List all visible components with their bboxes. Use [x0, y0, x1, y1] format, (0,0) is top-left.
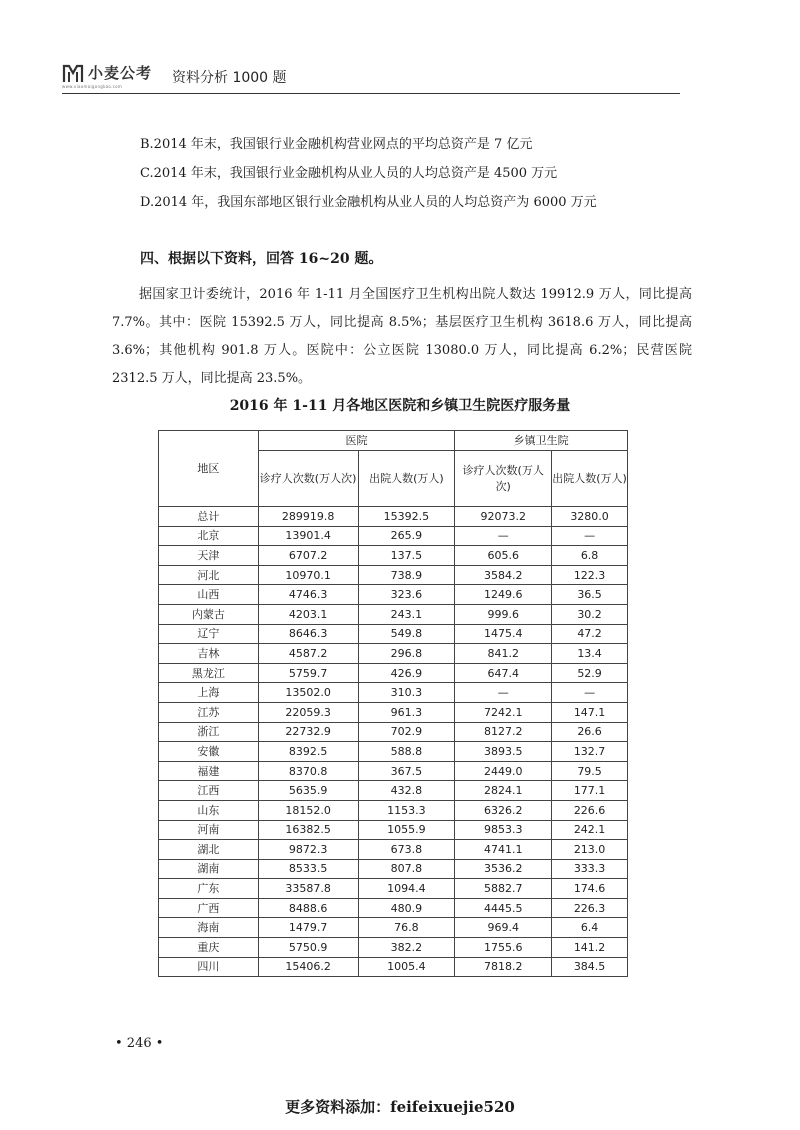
- column-header-hospital-discharge: 出院人数(万人): [358, 451, 455, 507]
- table-row: [159, 957, 628, 977]
- table-row: [159, 742, 628, 762]
- table-cell: 4746.3: [258, 585, 358, 605]
- column-header-region: 地区: [159, 431, 259, 507]
- table-cell-region: 湖南: [159, 859, 259, 879]
- option-c: C.2014 年末，我国银行业金融机构从业人员的人均总资产是 4500 万元: [140, 166, 558, 181]
- table-cell: 8488.6: [258, 898, 358, 918]
- table-row: [159, 938, 628, 958]
- table-cell: 174.6: [552, 879, 628, 899]
- table-row: [159, 800, 628, 820]
- table-cell-region: 天津: [159, 546, 259, 566]
- table-row: [159, 722, 628, 742]
- table-row: [159, 820, 628, 840]
- table-row: [159, 546, 628, 566]
- table-cell: 841.2: [455, 644, 552, 664]
- page-header: [62, 62, 680, 94]
- table-cell: 33587.8: [258, 879, 358, 899]
- table-cell: —: [455, 683, 552, 703]
- table-row: [159, 624, 628, 644]
- option-d: D.2014 年，我国东部地区银行业金融机构从业人员的人均总资产为 6000 万元: [140, 195, 597, 210]
- table-cell: 47.2: [552, 624, 628, 644]
- table-cell: 8370.8: [258, 761, 358, 781]
- brand-url: www.xiaomaigongkao.com: [62, 84, 123, 89]
- header-title: 资料分析 1000 题: [172, 70, 287, 86]
- table-cell: 8127.2: [455, 722, 552, 742]
- table-cell: 13901.4: [258, 526, 358, 546]
- table-cell: 147.1: [552, 702, 628, 722]
- table-cell-region: 广西: [159, 898, 259, 918]
- table-cell-region: 吉林: [159, 644, 259, 664]
- table-cell: 226.6: [552, 800, 628, 820]
- table-cell-region: 内蒙古: [159, 604, 259, 624]
- table-cell: 673.8: [358, 840, 455, 860]
- table-cell-region: 总计: [159, 507, 259, 527]
- table-cell: 137.5: [358, 546, 455, 566]
- table-cell: 4741.1: [455, 840, 552, 860]
- table-cell: 3584.2: [455, 565, 552, 585]
- table-cell-region: 福建: [159, 761, 259, 781]
- table-cell: 243.1: [358, 604, 455, 624]
- table-row: [159, 683, 628, 703]
- table-cell: 969.4: [455, 918, 552, 938]
- brand-logo-icon: [62, 64, 84, 84]
- table-title: 2016 年 1-11 月各地区医院和乡镇卫生院医疗服务量: [229, 398, 571, 414]
- table-cell-region: 江西: [159, 781, 259, 801]
- table-cell-region: 海南: [159, 918, 259, 938]
- table-cell: 213.0: [552, 840, 628, 860]
- brand-logo: [62, 64, 152, 84]
- table-cell: 323.6: [358, 585, 455, 605]
- table-cell: 3893.5: [455, 742, 552, 762]
- table-cell: 7818.2: [455, 957, 552, 977]
- table-cell: 16382.5: [258, 820, 358, 840]
- table-cell: 1005.4: [358, 957, 455, 977]
- table-cell-region: 河南: [159, 820, 259, 840]
- table-cell: 36.5: [552, 585, 628, 605]
- table-cell: 289919.8: [258, 507, 358, 527]
- table-cell-region: 山东: [159, 800, 259, 820]
- table-cell: 22059.3: [258, 702, 358, 722]
- table-cell: 3280.0: [552, 507, 628, 527]
- table-cell: 432.8: [358, 781, 455, 801]
- table-cell: 1094.4: [358, 879, 455, 899]
- table-cell: 8533.5: [258, 859, 358, 879]
- table-cell: 1153.3: [358, 800, 455, 820]
- table-cell: 9872.3: [258, 840, 358, 860]
- table-row: [159, 879, 628, 899]
- brand-name: 小麦公考: [88, 64, 153, 82]
- table-cell: 79.5: [552, 761, 628, 781]
- table-cell: 10970.1: [258, 565, 358, 585]
- table-cell: —: [552, 683, 628, 703]
- table-cell: 26.6: [552, 722, 628, 742]
- table-cell-region: 湖北: [159, 840, 259, 860]
- table-cell: 15392.5: [358, 507, 455, 527]
- table-cell: 426.9: [358, 663, 455, 683]
- table-cell: 1249.6: [455, 585, 552, 605]
- table-cell: 4587.2: [258, 644, 358, 664]
- table-cell-region: 黑龙江: [159, 663, 259, 683]
- table-cell: 549.8: [358, 624, 455, 644]
- table-cell: 18152.0: [258, 800, 358, 820]
- table-row: [159, 565, 628, 585]
- table-cell: 2824.1: [455, 781, 552, 801]
- table-cell: 1479.7: [258, 918, 358, 938]
- table-cell: 76.8: [358, 918, 455, 938]
- table-cell: 382.2: [358, 938, 455, 958]
- column-header-hospital-visits: 诊疗人次数(万人次): [258, 451, 358, 507]
- table-cell: 15406.2: [258, 957, 358, 977]
- table-row: [159, 507, 628, 527]
- table-body: [159, 507, 628, 977]
- table-cell: 6.8: [552, 546, 628, 566]
- table-row: [159, 604, 628, 624]
- table-cell: 3536.2: [455, 859, 552, 879]
- table-cell: 384.5: [552, 957, 628, 977]
- table-cell: 5750.9: [258, 938, 358, 958]
- footer-note: 更多资料添加：feifeixuejie520: [285, 1098, 515, 1116]
- group-header-township: 乡镇卫生院: [455, 431, 628, 451]
- table-header-row: [159, 431, 628, 451]
- table-cell-region: 四川: [159, 957, 259, 977]
- table-row: [159, 585, 628, 605]
- table-cell-region: 广东: [159, 879, 259, 899]
- table-cell: —: [455, 526, 552, 546]
- table-row: [159, 918, 628, 938]
- table-cell: 5882.7: [455, 879, 552, 899]
- table-cell: 22732.9: [258, 722, 358, 742]
- table-cell: 265.9: [358, 526, 455, 546]
- table-cell: 1755.6: [455, 938, 552, 958]
- table-cell: 122.3: [552, 565, 628, 585]
- table-cell: 6326.2: [455, 800, 552, 820]
- table-cell: 961.3: [358, 702, 455, 722]
- section-title: 四、根据以下资料，回答 16~20 题。: [140, 251, 383, 267]
- data-table: [158, 430, 628, 977]
- table-cell: 30.2: [552, 604, 628, 624]
- page-number: • 246 •: [115, 1036, 164, 1051]
- table-cell: 226.3: [552, 898, 628, 918]
- column-header-township-discharge: 出院人数(万人): [552, 451, 628, 507]
- table-cell-region: 北京: [159, 526, 259, 546]
- table-cell: 807.8: [358, 859, 455, 879]
- table-cell: 9853.3: [455, 820, 552, 840]
- table-cell: 647.4: [455, 663, 552, 683]
- table-cell: 4445.5: [455, 898, 552, 918]
- table-cell: 480.9: [358, 898, 455, 918]
- table-row: [159, 761, 628, 781]
- table-cell: 13.4: [552, 644, 628, 664]
- table-cell: 605.6: [455, 546, 552, 566]
- table-row: [159, 898, 628, 918]
- table-row: [159, 644, 628, 664]
- table-row: [159, 526, 628, 546]
- table-cell: 5635.9: [258, 781, 358, 801]
- table-cell: —: [552, 526, 628, 546]
- table-cell: 296.8: [358, 644, 455, 664]
- table-cell: 4203.1: [258, 604, 358, 624]
- table-cell: 52.9: [552, 663, 628, 683]
- table-cell: 999.6: [455, 604, 552, 624]
- table-cell: 333.3: [552, 859, 628, 879]
- table-cell: 1055.9: [358, 820, 455, 840]
- option-b: B.2014 年末，我国银行业金融机构营业网点的平均总资产是 7 亿元: [140, 137, 533, 152]
- table-cell: 242.1: [552, 820, 628, 840]
- column-header-township-visits: 诊疗人次数(万人次): [455, 451, 552, 507]
- material-paragraph: 据国家卫计委统计，2016 年 1-11 月全国医疗卫生机构出院人数达 19912.9 万人，同比提高 7.7%。其中：医院 15392.5 万人，同比提高 8.5%；基层医疗卫生机构 3618.6 万人，同比提高 3.6%；其他机构 901.8 万人。医院中：公立医院 13080.0 万人，同比提高 6.2%；民营医院 2312.5 万人，同比提高 23.5%。: [112, 287, 692, 386]
- table-cell: 6.4: [552, 918, 628, 938]
- table-cell: 7242.1: [455, 702, 552, 722]
- table-row: [159, 702, 628, 722]
- table-cell-region: 江苏: [159, 702, 259, 722]
- table-cell-region: 安徽: [159, 742, 259, 762]
- table-row: [159, 859, 628, 879]
- table-cell-region: 辽宁: [159, 624, 259, 644]
- table-cell-region: 重庆: [159, 938, 259, 958]
- table-cell-region: 上海: [159, 683, 259, 703]
- table-cell: 6707.2: [258, 546, 358, 566]
- table-row: [159, 663, 628, 683]
- table-cell-region: 浙江: [159, 722, 259, 742]
- table-cell: 132.7: [552, 742, 628, 762]
- table-cell: 1475.4: [455, 624, 552, 644]
- table-cell: 367.5: [358, 761, 455, 781]
- table-cell-region: 山西: [159, 585, 259, 605]
- table-cell: 141.2: [552, 938, 628, 958]
- table-cell: 310.3: [358, 683, 455, 703]
- answer-options: [140, 130, 597, 217]
- group-header-hospital: 医院: [258, 431, 455, 451]
- table-row: [159, 840, 628, 860]
- table-cell: 5759.7: [258, 663, 358, 683]
- table-cell: 738.9: [358, 565, 455, 585]
- table-cell: 13502.0: [258, 683, 358, 703]
- table-cell-region: 河北: [159, 565, 259, 585]
- table-cell: 8646.3: [258, 624, 358, 644]
- table-cell: 8392.5: [258, 742, 358, 762]
- table-cell: 177.1: [552, 781, 628, 801]
- table-row: [159, 781, 628, 801]
- table-cell: 702.9: [358, 722, 455, 742]
- table-cell: 2449.0: [455, 761, 552, 781]
- header-divider: [62, 93, 680, 94]
- table-cell: 588.8: [358, 742, 455, 762]
- table-cell: 92073.2: [455, 507, 552, 527]
